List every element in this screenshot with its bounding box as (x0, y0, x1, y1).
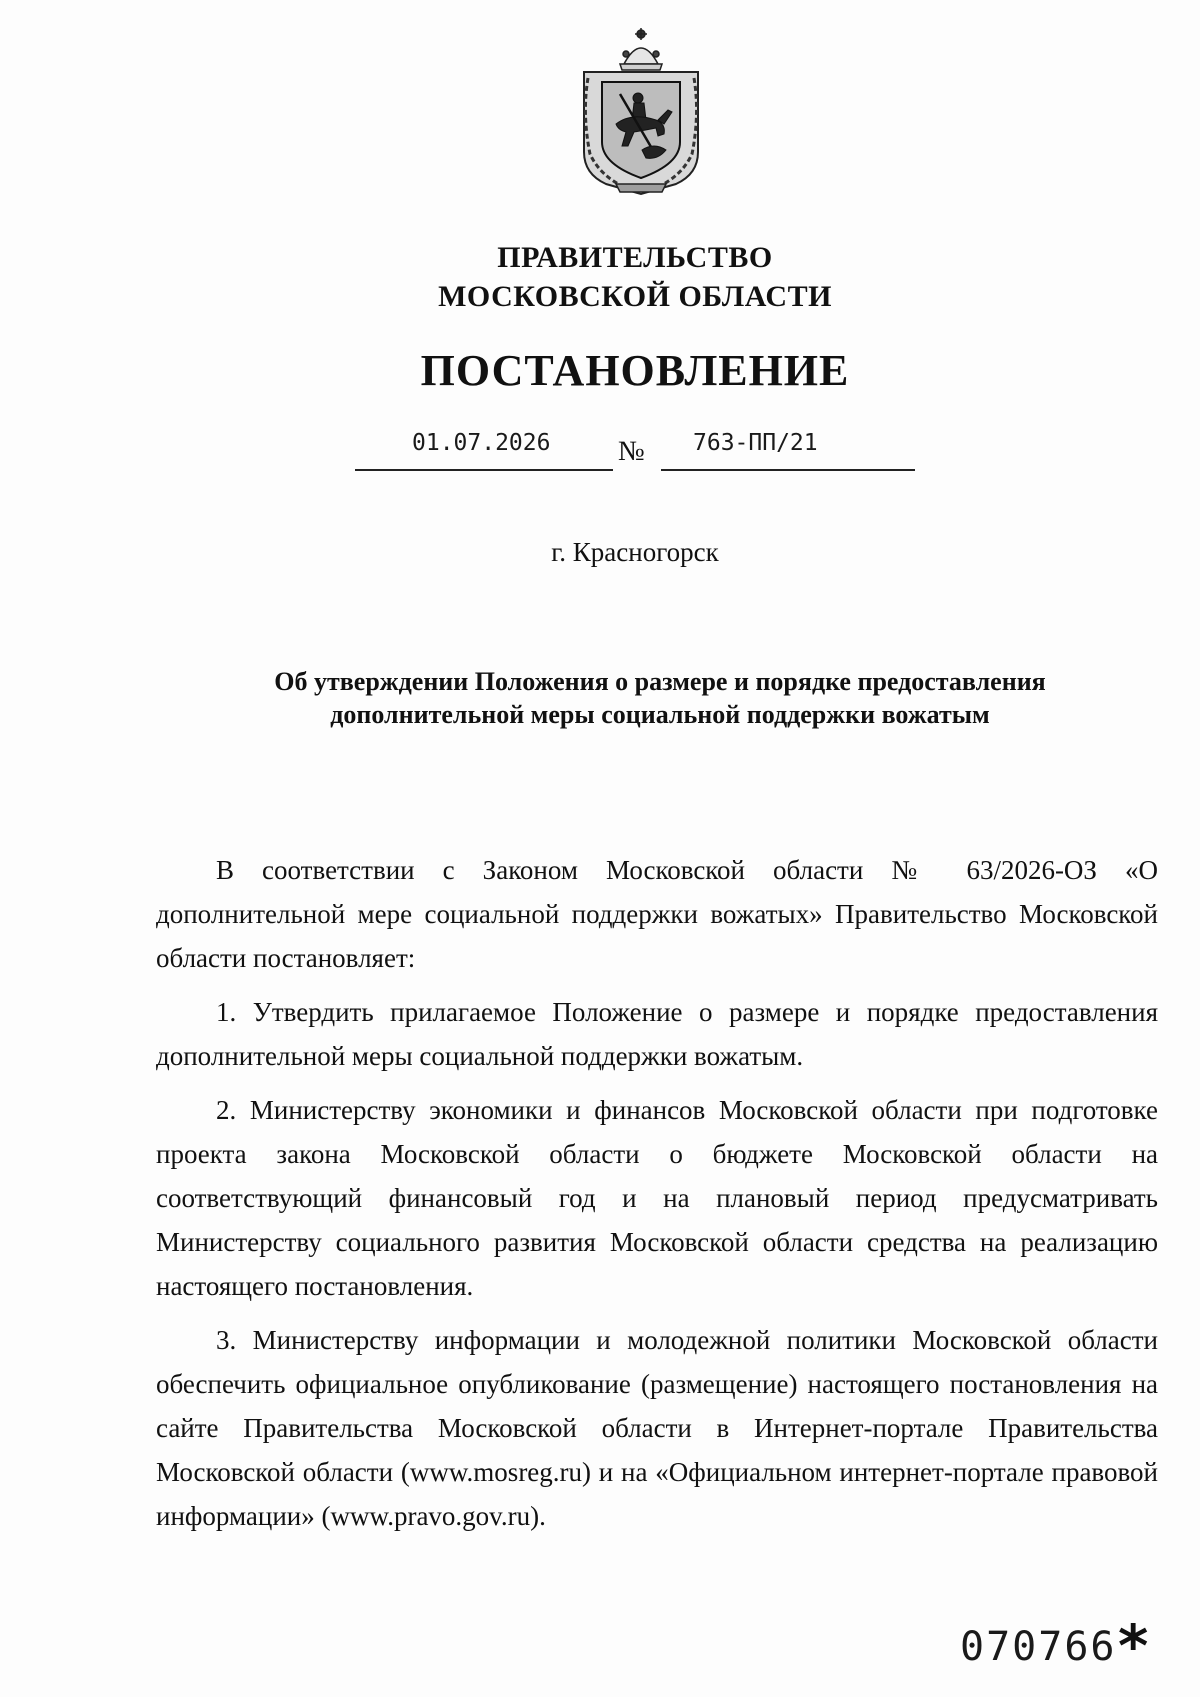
organization-name-line2: МОСКОВСКОЙ ОБЛАСТИ (438, 280, 832, 313)
preamble-paragraph: В соответствии с Законом Московской области № 63/2026-ОЗ «О дополнительной мере социальной поддержки вожатых» Правительство Московской области постановляет: (156, 855, 1158, 973)
clause-1-paragraph: 1. Утвердить прилагаемое Положение о размере и порядке предоставления дополнительной меры социальной поддержки вожатым. (156, 997, 1158, 1071)
clause-3-paragraph: 3. Министерству информации и молодежной политики Московской области обеспечить официальное опубликование (размещение) настоящего постановления на сайте Правительства Московской области в Интернет-портале Правительства Московской области (www.mosreg.ru) и на «Официальном интернет-портале правовой информации» (www.pravo.gov.ru). (156, 1325, 1158, 1531)
document-title: Об утверждении Положения о размере и порядке предоставления дополнительной меры социальной поддержки вожатым (274, 667, 1046, 729)
asterisk-mark: * (1118, 1612, 1149, 1680)
coat-of-arms-icon (576, 24, 706, 196)
serial-number: 070766 (960, 1624, 1117, 1670)
city-name: г. Красногорск (551, 537, 719, 567)
organization-name-line1: ПРАВИТЕЛЬСТВО (497, 241, 773, 274)
date-underline (355, 469, 613, 471)
document-type-heading: ПОСТАНОВЛЕНИЕ (420, 346, 850, 395)
clause-2-paragraph: 2. Министерству экономики и финансов Московской области при подготовке проекта закона Московской области о бюджете Московской области на соответствующий финансовый год и на плановый период предусматривать Министерству социального развития Московской области средства на реализацию настоящего постановления. (156, 1095, 1158, 1301)
registration-number: 763-ПП/21 (693, 430, 818, 456)
number-sign: № (618, 436, 645, 467)
registration-date: 01.07.2026 (412, 430, 551, 456)
number-underline (661, 469, 915, 471)
document-body (156, 848, 1158, 1548)
